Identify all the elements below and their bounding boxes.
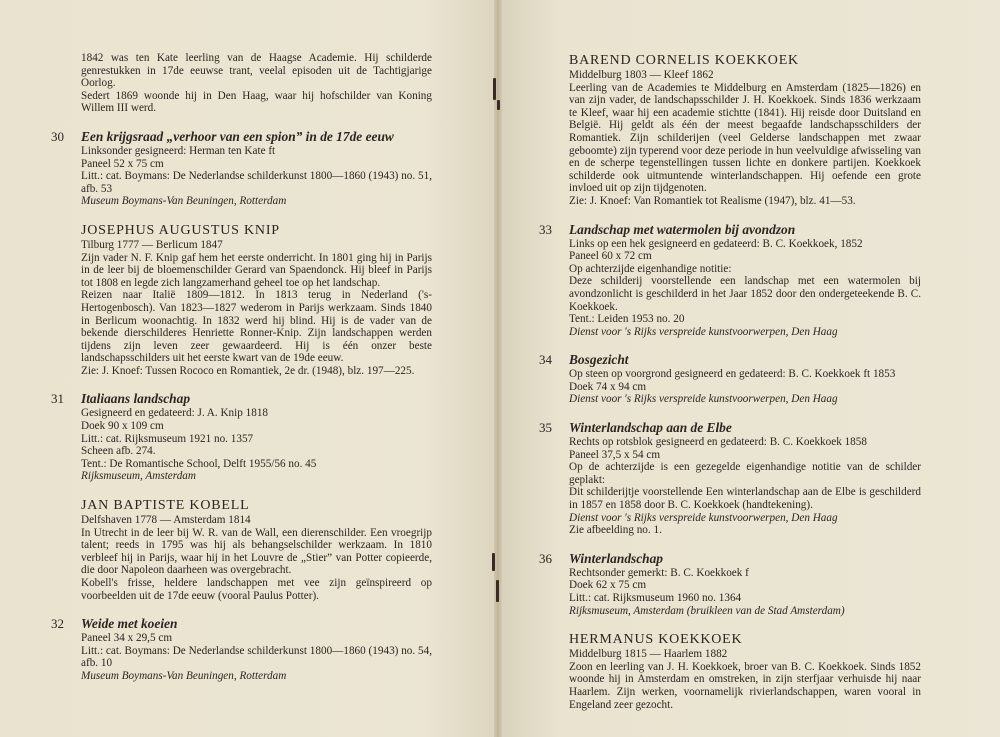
entry-number: 31	[51, 391, 64, 407]
artist-name: JOSEPHUS AUGUSTUS KNIP	[81, 222, 280, 238]
entry-number: 32	[51, 616, 64, 632]
entry-title: Winterlandschap aan de Elbe	[569, 420, 732, 436]
entry-museum: Dienst voor 's Rijks verspreide kunstvoorwerpen, Den Haag	[569, 393, 838, 406]
entry-line: Tent.: Leiden 1953 no. 20	[569, 313, 685, 326]
intro-text: 1842 was ten Kate leerling van de Haagse Academie. Hij schilderde genrestukken in 17de eeuwse trant, veelal episoden uit de Tachtigjarige Oorlog.	[81, 52, 432, 90]
artist-kobell	[81, 497, 432, 602]
entry-line: Rechts op rotsblok gesigneerd en gedateerd: B. C. Koekkoek 1858	[569, 436, 867, 449]
catalog-entry-31	[51, 391, 432, 483]
right-column	[539, 52, 921, 711]
entry-line: Op achterzijde eigenhandige notitie:	[569, 262, 732, 275]
artist-h-koekkoek	[569, 631, 921, 711]
entry-number: 35	[539, 420, 552, 436]
entry-number: 36	[539, 550, 552, 566]
entry-line: Links op een hek gesigneerd en gedateerd: B. C. Koekkoek, 1852	[569, 237, 863, 250]
entry-museum: Dienst voor 's Rijks verspreide kunstvoorwerpen, Den Haag	[569, 325, 838, 338]
artist-dates: Delfshaven 1778 — Amsterdam 1814	[81, 514, 251, 527]
artist-bio: Zijn vader N. F. Knip gaf hem het eerste onderricht. In 1801 ging hij in Parijs in de leer bij de bloemenschilder Gerard van Spaendonck. Hij bleef in Parijs tot 1808 en legde zich langzamerhand geheel toe op het landschap.	[81, 251, 432, 289]
catalog-entry-32	[51, 616, 432, 682]
entry-number: 34	[539, 352, 552, 368]
entry-line: Paneel 52 x 75 cm	[81, 157, 164, 170]
entry-title: Weide met koeien	[81, 616, 178, 632]
entry-line: Doek 90 x 109 cm	[81, 420, 164, 433]
entry-line: Tent.: De Romantische School, Delft 1955/56 no. 45	[81, 457, 317, 470]
artist-bio: Zie: J. Knoef: Tussen Rococo en Romantiek, 2e dr. (1948), blz. 197—225.	[81, 364, 415, 377]
artist-bio: Reizen naar Italië 1809—1812. In 1813 terug in Nederland ('s-Hertogenbosch). Van 1823—1827 wederom in Parijs werkzaam. Sinds 1840 in Berlicum woonachtig. In 1832 werd hij blind. Hij is de vader van de bekende dierschilderes Henriette Ronner-Knip. Zijn landschappen werden tijdens zijn leven zeer gewaardeerd. Hij is één onzer beste landschapsschilders uit het eerste kwart van de 19de eeuw.	[81, 289, 432, 365]
staple-top-right	[497, 100, 500, 110]
entry-line: Op steen op voorgrond gesigneerd en gedateerd: B. C. Koekkoek ft 1853	[569, 368, 896, 381]
artist-bio: In Utrecht in de leer bij W. R. van de Wall, een dierenschilder. Een vroegrijp talent; reeds in 1795 was hij als behangselschilder werkzaam. In 1810 verbleef hij in Parijs, waar hij in het Louvre de „Stier” van Potter copieerde, die door Napoleon daarheen was overgebracht.	[81, 526, 432, 577]
entry-line: Doek 62 x 75 cm	[569, 579, 647, 592]
intro-text: Sedert 1869 woonde hij in Den Haag, waar hij hofschilder van Koning Willem III werd.	[81, 89, 432, 115]
entry-line: Scheen afb. 274.	[81, 445, 156, 458]
entry-line: Doek 74 x 94 cm	[569, 380, 647, 393]
catalog-entry-34	[539, 352, 921, 406]
artist-bio: Zoon en leerling van J. H. Koekkoek, broer van B. C. Koekkoek. Sinds 1852 woonde hij in Amsterdam en omstreken, in zijn sterfjaar verhuisde hij naar Haarlem. Zijn werken, voornamelijk rivierlandschappen, waren vooral in Engeland zeer gezocht.	[569, 660, 921, 711]
catalog-entry-35	[539, 420, 921, 537]
artist-dates: Tilburg 1777 — Berlicum 1847	[81, 238, 223, 251]
entry-museum: Dienst voor 's Rijks verspreide kunstvoorwerpen, Den Haag	[569, 511, 838, 524]
artist-bio: Zie: J. Knoef: Van Romantiek tot Realisme (1947), blz. 41—53.	[569, 194, 856, 207]
entry-line: Paneel 34 x 29,5 cm	[81, 632, 173, 645]
artist-bio: Kobell's frisse, heldere landschappen met vee zijn geïnspireerd op voorbeelden uit de 17de eeuw (vooral Paulus Potter).	[81, 577, 432, 602]
entry-number: 30	[51, 128, 64, 144]
entry-line: Linksonder gesigneerd: Herman ten Kate ft	[81, 144, 276, 157]
artist-bio: Leerling van de Academies te Middelburg en Amsterdam (1825—1826) en van zijn vader, de landschapsschilder J. H. Koekkoek. Sinds 1836 werkzaam te Kleef, waar hij een academie stichtte (1841). Hij reisde door Duitsland en België. Hij geldt als één der meest begaafde landschapsschilders der Romantiek. Zijn schilderijen (veel Gelderse landschappen met zwaar geboomte) zijn typerend voor deze periode in hun veelvuldige afwisseling van en de scherpe tegenstellingen tussen lichte en donkere partijen. Koekkoek schilderde ook uitmuntende winterlandschappen. Hij oefende een grote invloed uit op zijn tijdgenoten.	[569, 81, 921, 195]
entry-line: Deze schilderij voorstellende een landschap met een watermolen bij avondzonlicht is geschilderd in het Jaar 1852 door den ondergeteekende B. C. Koekkoek.	[569, 275, 921, 313]
entry-line: Litt.: cat. Rijksmuseum 1921 no. 1357	[81, 432, 254, 445]
staple-bottom-right	[496, 580, 499, 602]
entry-museum: Rijksmuseum, Amsterdam (bruikleen van de Stad Amsterdam)	[569, 604, 845, 617]
catalog-entry-30	[51, 128, 432, 208]
entry-title: Een krijgsraad „verhoor van een spion” in de 17de eeuw	[81, 128, 394, 144]
artist-knip	[81, 222, 432, 378]
book-gutter	[494, 0, 502, 737]
staple-top	[493, 78, 496, 100]
entry-line: Paneel 60 x 72 cm	[569, 250, 652, 263]
entry-line: Gesigneerd en gedateerd: J. A. Knip 1818	[81, 407, 269, 420]
artist-dates: Middelburg 1803 — Kleef 1862	[569, 69, 714, 81]
staple-bottom	[492, 553, 495, 571]
entry-title: Italiaans landschap	[81, 391, 191, 407]
entry-line: Rechtsonder gemerkt: B. C. Koekkoek f	[569, 566, 749, 579]
entry-line: Zie afbeelding no. 1.	[569, 524, 662, 537]
entry-title: Bosgezicht	[569, 352, 629, 368]
entry-museum: Museum Boymans-Van Beuningen, Rotterdam	[81, 669, 287, 682]
entry-line: Dit schilderijtje voorstellende Een winterlandschap aan de Elbe is geschilderd in 1857 en 1858 door B. C. Koekkoek (handtekening).	[569, 486, 921, 512]
entry-line: Litt.: cat. Rijksmuseum 1960 no. 1364	[569, 592, 742, 604]
artist-name: HERMANUS KOEKKOEK	[569, 632, 743, 648]
entry-title: Winterlandschap	[569, 550, 664, 566]
artist-bc-koekkoek	[569, 52, 921, 208]
entry-number: 33	[539, 221, 552, 237]
artist-name: BAREND CORNELIS KOEKKOEK	[569, 53, 799, 68]
entry-museum: Museum Boymans-Van Beuningen, Rotterdam	[81, 195, 287, 208]
entry-line: Op de achterzijde is een gezegelde eigenhandige notitie van de schilder geplakt:	[569, 461, 921, 486]
left-column	[51, 52, 432, 683]
entry-line: Litt.: cat. Boymans: De Nederlandse schilderkunst 1800—1860 (1943) no. 54, afb. 10	[81, 644, 432, 670]
entry-museum: Rijksmuseum, Amsterdam	[81, 470, 196, 483]
catalog-entry-36	[539, 550, 921, 617]
artist-name: JAN BAPTISTE KOBELL	[81, 498, 250, 514]
artist-dates: Middelburg 1815 — Haarlem 1882	[569, 648, 728, 661]
entry-line: Litt.: cat. Boymans: De Nederlandse schilderkunst 1800—1860 (1943) no. 51, afb. 53	[81, 170, 432, 195]
entry-title: Landschap met watermolen bij avondzon	[569, 221, 796, 237]
entry-line: Paneel 37,5 x 54 cm	[569, 448, 661, 461]
catalog-entry-33	[539, 221, 921, 339]
